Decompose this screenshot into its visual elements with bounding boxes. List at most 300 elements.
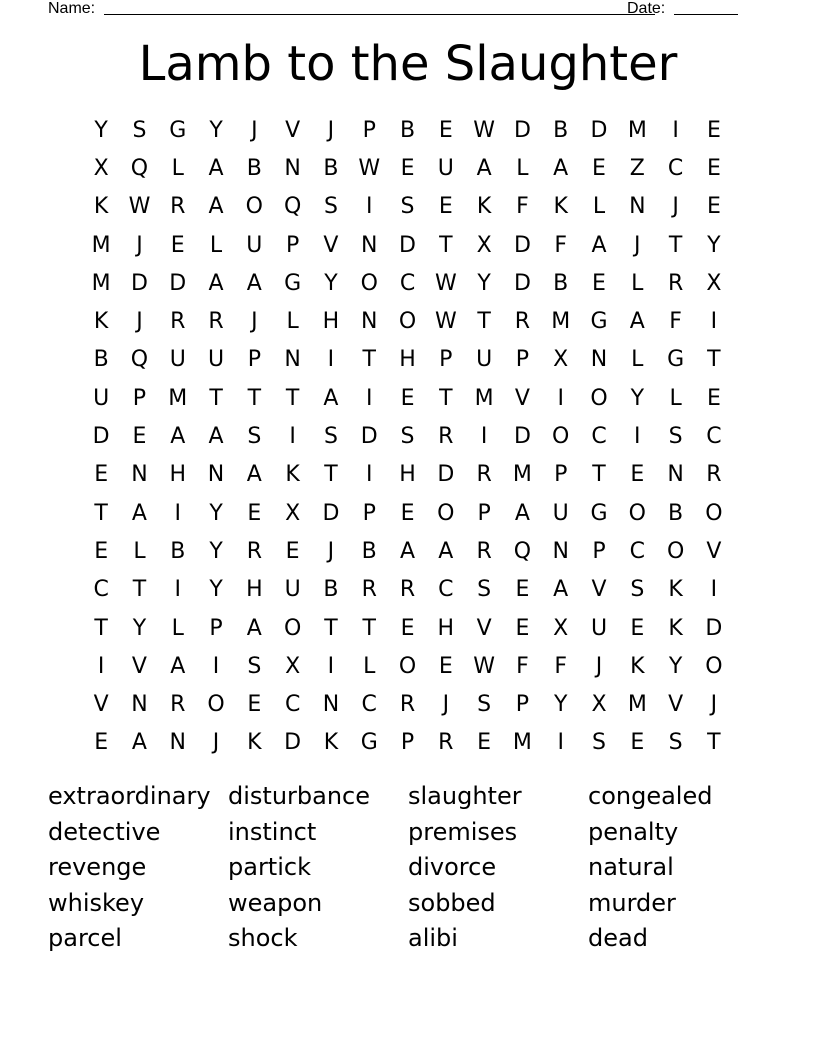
grid-letter[interactable]: V — [476, 615, 492, 641]
grid-letter[interactable]: M — [512, 462, 532, 488]
grid-letter[interactable]: D — [513, 270, 531, 296]
grid-letter[interactable]: O — [398, 309, 417, 335]
grid-letter[interactable]: R — [667, 270, 684, 296]
grid-letter[interactable]: R — [361, 577, 377, 603]
grid-letter[interactable]: L — [631, 270, 644, 296]
grid-letter[interactable]: J — [212, 730, 220, 756]
grid-letter[interactable]: M — [91, 232, 111, 258]
grid-letter[interactable]: A — [208, 270, 224, 296]
grid-letter[interactable]: I — [174, 500, 181, 526]
grid-letter[interactable]: A — [208, 155, 224, 181]
grid-letter[interactable]: D — [169, 270, 187, 296]
grid-letter[interactable]: A — [131, 730, 147, 756]
grid-letter[interactable]: L — [631, 347, 644, 373]
grid-letter[interactable]: C — [284, 692, 301, 718]
grid-letter[interactable]: P — [439, 347, 453, 373]
grid-letter[interactable]: H — [246, 577, 263, 603]
grid-letter[interactable]: W — [473, 117, 495, 143]
grid-letter[interactable]: Q — [283, 194, 302, 220]
grid-letter[interactable]: M — [627, 692, 647, 718]
grid-letter[interactable]: I — [365, 385, 373, 411]
grid-letter[interactable]: G — [360, 730, 378, 756]
grid-letter[interactable]: B — [93, 347, 109, 373]
grid-letter[interactable]: L — [209, 232, 223, 258]
grid-letter[interactable]: A — [476, 155, 492, 181]
grid-letter[interactable]: S — [477, 692, 492, 718]
grid-letter[interactable]: I — [672, 117, 679, 143]
grid-letter[interactable]: D — [322, 500, 340, 526]
grid-letter[interactable]: D — [360, 424, 378, 450]
grid-letter[interactable]: O — [666, 538, 685, 564]
grid-letter[interactable]: D — [705, 615, 723, 641]
grid-letter[interactable]: X — [591, 692, 607, 718]
grid-letter[interactable]: N — [169, 730, 186, 756]
grid-letter[interactable]: S — [132, 117, 147, 143]
grid-letter[interactable]: R — [399, 692, 416, 718]
grid-letter[interactable]: R — [170, 692, 186, 718]
grid-letter[interactable]: R — [208, 309, 224, 335]
grid-letter[interactable]: T — [362, 615, 376, 641]
grid-letter[interactable]: A — [591, 232, 607, 258]
grid-letter[interactable]: K — [668, 577, 683, 603]
grid-letter[interactable]: P — [362, 500, 376, 526]
grid-letter[interactable]: A — [246, 270, 262, 296]
grid-letter[interactable]: X — [476, 232, 492, 258]
grid-letter[interactable]: P — [362, 117, 376, 143]
grid-letter[interactable]: S — [668, 424, 683, 450]
grid-letter[interactable]: T — [668, 232, 683, 258]
grid-letter[interactable]: L — [516, 155, 529, 181]
grid-letter[interactable]: S — [400, 194, 415, 220]
grid-letter[interactable]: K — [93, 309, 109, 335]
grid-letter[interactable]: Y — [209, 500, 223, 526]
grid-letter[interactable]: H — [322, 309, 340, 335]
grid-letter[interactable]: V — [668, 692, 684, 718]
grid-letter[interactable]: O — [705, 500, 723, 526]
grid-letter[interactable]: S — [400, 424, 415, 450]
grid-letter[interactable]: T — [247, 385, 262, 411]
grid-letter[interactable]: C — [438, 577, 454, 603]
grid-letter[interactable]: J — [634, 232, 641, 258]
grid-letter[interactable]: G — [284, 270, 302, 296]
grid-letter[interactable]: E — [592, 155, 606, 181]
grid-letter[interactable]: F — [669, 309, 682, 335]
grid-letter[interactable]: I — [480, 424, 488, 450]
word-list-item: sobbed — [408, 888, 496, 917]
name-blank-line[interactable] — [104, 14, 655, 15]
grid-letter[interactable]: P — [132, 385, 147, 411]
grid-letter[interactable]: M — [627, 117, 647, 143]
grid-letter[interactable]: A — [246, 615, 262, 641]
grid-letter[interactable]: Y — [707, 232, 721, 258]
grid-letter[interactable]: S — [323, 424, 338, 450]
grid-letter[interactable]: A — [514, 500, 530, 526]
grid-letter[interactable]: V — [591, 577, 607, 603]
grid-letter[interactable]: C — [361, 692, 377, 718]
grid-letter[interactable]: S — [247, 424, 262, 450]
grid-letter[interactable]: F — [554, 653, 568, 679]
grid-letter[interactable]: U — [93, 385, 110, 411]
grid-letter[interactable]: C — [629, 538, 645, 564]
grid-letter[interactable]: N — [552, 538, 569, 564]
grid-letter[interactable]: T — [362, 347, 376, 373]
grid-letter[interactable]: R — [246, 538, 262, 564]
grid-letter[interactable]: J — [710, 692, 718, 718]
grid-letter[interactable]: I — [212, 653, 220, 679]
grid-letter[interactable]: B — [170, 538, 186, 564]
grid-letter[interactable]: R — [170, 194, 186, 220]
grid-letter[interactable]: K — [668, 615, 683, 641]
grid-letter[interactable]: Y — [630, 385, 645, 411]
grid-letter[interactable]: Q — [130, 155, 149, 181]
grid-letter[interactable]: B — [323, 155, 339, 181]
grid-letter[interactable]: O — [552, 424, 570, 450]
grid-letter[interactable]: N — [590, 347, 608, 373]
grid-row — [82, 724, 734, 762]
grid-letter[interactable]: O — [437, 500, 455, 526]
grid-letter[interactable]: L — [133, 538, 146, 564]
grid-letter[interactable]: I — [289, 424, 296, 450]
grid-letter[interactable]: K — [553, 194, 568, 220]
grid-letter[interactable]: L — [363, 653, 376, 679]
grid-letter[interactable]: M — [474, 385, 494, 411]
grid-letter[interactable]: I — [327, 347, 335, 373]
grid-letter[interactable]: C — [706, 424, 722, 450]
grid-letter[interactable]: K — [630, 653, 645, 679]
grid-letter[interactable]: D — [284, 730, 302, 756]
grid-letter[interactable]: A — [553, 155, 569, 181]
grid-letter[interactable]: L — [669, 385, 682, 411]
grid-letter[interactable]: J — [251, 117, 258, 143]
grid-letter[interactable]: N — [284, 155, 301, 181]
grid-letter[interactable]: Q — [130, 347, 149, 373]
grid-letter[interactable]: U — [284, 577, 301, 603]
grid-letter[interactable]: S — [323, 194, 338, 220]
grid-letter[interactable]: S — [592, 730, 606, 756]
grid-letter[interactable]: O — [207, 692, 225, 718]
grid-letter[interactable]: W — [473, 653, 495, 679]
grid-letter[interactable]: U — [169, 347, 186, 373]
grid-letter[interactable]: V — [285, 117, 301, 143]
grid-letter[interactable]: E — [706, 117, 721, 143]
grid-letter[interactable]: V — [93, 692, 109, 718]
grid-letter[interactable]: X — [553, 615, 569, 641]
grid-letter[interactable]: O — [360, 270, 378, 296]
grid-letter[interactable]: N — [360, 232, 378, 258]
grid-letter[interactable]: A — [323, 385, 339, 411]
grid-letter[interactable]: T — [285, 385, 300, 411]
grid-letter[interactable]: N — [629, 194, 646, 220]
grid-letter[interactable]: I — [97, 653, 105, 679]
grid-letter[interactable]: I — [710, 577, 718, 603]
grid-letter[interactable]: P — [209, 615, 223, 641]
grid-letter[interactable]: Y — [324, 270, 338, 296]
grid-letter[interactable]: X — [285, 500, 301, 526]
grid-row — [82, 379, 734, 417]
grid-letter[interactable]: K — [247, 730, 262, 756]
grid-letter[interactable]: Y — [94, 117, 108, 143]
grid-letter[interactable]: L — [286, 309, 299, 335]
grid-letter[interactable]: P — [285, 232, 300, 258]
grid-letter[interactable]: B — [323, 577, 339, 603]
grid-letter[interactable]: O — [398, 653, 417, 679]
grid-letter[interactable]: D — [513, 424, 531, 450]
grid-letter[interactable]: Y — [668, 653, 683, 679]
grid-letter[interactable]: U — [552, 500, 569, 526]
grid-letter[interactable]: R — [514, 309, 531, 335]
grid-letter[interactable]: Q — [513, 538, 532, 564]
grid-letter[interactable]: B — [361, 538, 377, 564]
grid-letter[interactable]: T — [707, 730, 721, 756]
grid-letter[interactable]: X — [553, 347, 569, 373]
grid-letter[interactable]: C — [667, 155, 684, 181]
grid-letter[interactable]: B — [399, 117, 416, 143]
grid-letter[interactable]: P — [554, 462, 568, 488]
grid-letter[interactable]: A — [246, 462, 262, 488]
grid-letter[interactable]: J — [442, 692, 450, 718]
grid-letter[interactable]: J — [327, 117, 335, 143]
grid-letter[interactable]: A — [170, 424, 186, 450]
grid-letter[interactable]: P — [247, 347, 261, 373]
grid-letter[interactable]: M — [551, 309, 571, 335]
grid-letter[interactable]: L — [171, 615, 184, 641]
grid-letter[interactable]: S — [247, 653, 262, 679]
grid-letter[interactable]: L — [171, 155, 184, 181]
grid-letter[interactable]: C — [93, 577, 109, 603]
grid-letter[interactable]: I — [557, 730, 564, 756]
grid-letter[interactable]: R — [706, 462, 722, 488]
grid-letter[interactable]: E — [247, 692, 262, 718]
grid-letter[interactable]: D — [399, 232, 416, 258]
grid-letter[interactable]: O — [283, 615, 302, 641]
grid-letter[interactable]: V — [131, 653, 147, 679]
grid-letter[interactable]: H — [169, 462, 187, 488]
grid-letter[interactable]: N — [207, 462, 225, 488]
grid-letter[interactable]: A — [131, 500, 147, 526]
grid-letter[interactable]: A — [170, 653, 186, 679]
grid-letter[interactable]: W — [434, 270, 457, 296]
grid-letter[interactable]: E — [706, 385, 721, 411]
grid-letter[interactable]: X — [93, 155, 109, 181]
grid-letter[interactable]: H — [437, 615, 455, 641]
grid-letter[interactable]: J — [136, 232, 143, 258]
grid-letter[interactable]: E — [438, 117, 453, 143]
grid-letter[interactable]: R — [438, 424, 454, 450]
grid-letter[interactable]: I — [365, 194, 373, 220]
grid-letter[interactable]: M — [91, 270, 111, 296]
grid-letter[interactable]: F — [554, 232, 568, 258]
grid-letter[interactable]: T — [132, 577, 147, 603]
grid-letter[interactable]: A — [629, 309, 645, 335]
grid-letter[interactable]: E — [132, 424, 147, 450]
grid-letter[interactable]: W — [358, 155, 381, 181]
grid-letter[interactable]: T — [707, 347, 721, 373]
grid-letter[interactable]: E — [477, 730, 492, 756]
grid-letter[interactable]: Y — [209, 538, 223, 564]
grid-letter[interactable]: L — [592, 194, 606, 220]
grid-letter[interactable]: P — [515, 692, 530, 718]
grid-letter[interactable]: E — [94, 462, 109, 488]
grid-letter[interactable]: B — [553, 270, 569, 296]
grid-letter[interactable]: E — [438, 653, 453, 679]
grid-letter[interactable]: N — [284, 347, 301, 373]
grid-letter[interactable]: E — [706, 155, 721, 181]
grid-letter[interactable]: C — [591, 424, 607, 450]
grid-letter[interactable]: W — [128, 194, 151, 220]
grid-letter[interactable]: I — [557, 385, 564, 411]
grid-letter[interactable]: I — [174, 577, 181, 603]
grid-letter[interactable]: G — [667, 347, 685, 373]
grid-letter[interactable]: Y — [132, 615, 147, 641]
grid-letter[interactable]: K — [323, 730, 339, 756]
grid-letter[interactable]: Y — [209, 577, 223, 603]
grid-letter[interactable]: J — [251, 309, 258, 335]
grid-letter[interactable]: G — [590, 500, 608, 526]
grid-letter[interactable]: Y — [209, 117, 223, 143]
grid-letter[interactable]: U — [207, 347, 225, 373]
grid-letter[interactable]: P — [515, 347, 530, 373]
grid-letter[interactable]: N — [667, 462, 684, 488]
grid-letter[interactable]: K — [285, 462, 300, 488]
grid-letter[interactable]: T — [324, 615, 338, 641]
grid-letter[interactable]: T — [209, 385, 223, 411]
grid-letter[interactable]: I — [327, 653, 335, 679]
grid-letter[interactable]: M — [512, 730, 532, 756]
grid-letter[interactable]: V — [514, 385, 530, 411]
grid-letter[interactable]: T — [324, 462, 338, 488]
grid-letter[interactable]: T — [94, 500, 108, 526]
grid-letter[interactable]: J — [595, 653, 603, 679]
grid-letter[interactable]: U — [437, 155, 454, 181]
grid-letter[interactable]: T — [592, 462, 606, 488]
grid-letter[interactable]: I — [710, 309, 718, 335]
grid-letter[interactable]: E — [630, 615, 645, 641]
grid-letter[interactable]: N — [131, 462, 148, 488]
grid-letter[interactable]: K — [93, 194, 109, 220]
grid-letter[interactable]: R — [438, 730, 454, 756]
grid-letter[interactable]: A — [208, 194, 224, 220]
grid-letter[interactable]: E — [400, 385, 415, 411]
grid-letter[interactable]: X — [285, 653, 301, 679]
grid-letter[interactable]: E — [438, 194, 453, 220]
grid-letter[interactable]: D — [437, 462, 455, 488]
grid-row — [82, 647, 734, 685]
grid-letter[interactable]: V — [706, 538, 722, 564]
grid-letter[interactable]: B — [246, 155, 262, 181]
grid-letter[interactable]: J — [136, 309, 143, 335]
grid-letter[interactable]: X — [706, 270, 722, 296]
grid-letter[interactable]: D — [92, 424, 110, 450]
grid-letter[interactable]: O — [628, 500, 646, 526]
grid-letter[interactable]: F — [516, 653, 529, 679]
grid-letter[interactable]: J — [672, 194, 679, 220]
grid-letter[interactable]: E — [400, 155, 415, 181]
grid-letter[interactable]: O — [590, 385, 608, 411]
grid-letter[interactable]: D — [590, 117, 608, 143]
grid-letter[interactable]: M — [168, 385, 188, 411]
grid-letter[interactable]: N — [360, 309, 378, 335]
grid-letter[interactable]: S — [630, 577, 645, 603]
word-column — [588, 779, 768, 957]
grid-letter[interactable]: P — [400, 730, 415, 756]
grid-letter[interactable]: S — [668, 730, 683, 756]
grid-letter[interactable]: T — [477, 309, 491, 335]
grid-letter[interactable]: P — [592, 538, 606, 564]
date-blank-line[interactable] — [674, 14, 738, 15]
grid-letter[interactable]: E — [94, 538, 109, 564]
grid-letter[interactable]: E — [706, 194, 721, 220]
word-column — [48, 779, 228, 957]
grid-letter[interactable]: B — [553, 117, 569, 143]
grid-letter[interactable]: N — [131, 692, 148, 718]
grid-letter[interactable]: I — [365, 462, 373, 488]
grid-letter[interactable]: Y — [553, 692, 568, 718]
grid-letter[interactable]: A — [399, 538, 416, 564]
grid-letter[interactable]: A — [553, 577, 569, 603]
grid-letter[interactable]: A — [438, 538, 454, 564]
grid-letter[interactable]: Z — [629, 155, 645, 181]
grid-letter[interactable]: U — [246, 232, 263, 258]
word-list-item: revenge — [48, 853, 147, 881]
grid-letter[interactable]: H — [399, 462, 416, 488]
grid-letter[interactable]: F — [516, 194, 529, 220]
grid-row — [82, 685, 734, 723]
grid-letter[interactable]: R — [476, 538, 492, 564]
grid-letter[interactable]: D — [513, 232, 531, 258]
grid-letter[interactable]: E — [592, 270, 606, 296]
grid-letter[interactable]: E — [94, 730, 109, 756]
grid-letter[interactable]: U — [476, 347, 493, 373]
grid-letter[interactable]: E — [285, 538, 300, 564]
grid-letter[interactable]: S — [477, 577, 492, 603]
grid-letter[interactable]: E — [400, 500, 415, 526]
grid-letter[interactable]: H — [399, 347, 416, 373]
grid-letter[interactable]: W — [434, 309, 457, 335]
grid-letter[interactable]: R — [476, 462, 492, 488]
grid-letter[interactable]: K — [476, 194, 492, 220]
grid-letter[interactable]: G — [590, 309, 608, 335]
grid-letter[interactable]: I — [634, 424, 641, 450]
grid-letter[interactable]: E — [515, 577, 530, 603]
grid-letter[interactable]: J — [327, 538, 335, 564]
grid-letter[interactable]: O — [245, 194, 263, 220]
grid-letter[interactable]: T — [439, 385, 453, 411]
grid-letter[interactable]: T — [439, 232, 453, 258]
grid-letter[interactable]: E — [170, 232, 185, 258]
grid-letter[interactable]: U — [590, 615, 608, 641]
grid-letter[interactable]: V — [323, 232, 339, 258]
grid-letter[interactable]: B — [668, 500, 684, 526]
grid-letter[interactable]: E — [630, 462, 645, 488]
grid-letter[interactable]: P — [477, 500, 491, 526]
grid-letter[interactable]: C — [399, 270, 416, 296]
grid-letter[interactable]: G — [169, 117, 187, 143]
grid-letter[interactable]: E — [630, 730, 645, 756]
grid-letter[interactable]: T — [94, 615, 108, 641]
grid-letter[interactable]: O — [705, 653, 723, 679]
grid-letter[interactable]: Y — [477, 270, 491, 296]
grid-letter[interactable]: E — [247, 500, 262, 526]
grid-letter[interactable]: E — [515, 615, 530, 641]
grid-letter[interactable]: R — [399, 577, 416, 603]
grid-letter[interactable]: D — [130, 270, 148, 296]
word-list-item: partick — [228, 853, 311, 881]
grid-letter[interactable]: E — [400, 615, 415, 641]
grid-letter[interactable]: R — [170, 309, 186, 335]
grid-letter[interactable]: A — [208, 424, 224, 450]
grid-letter[interactable]: D — [513, 117, 531, 143]
grid-letter[interactable]: N — [322, 692, 340, 718]
